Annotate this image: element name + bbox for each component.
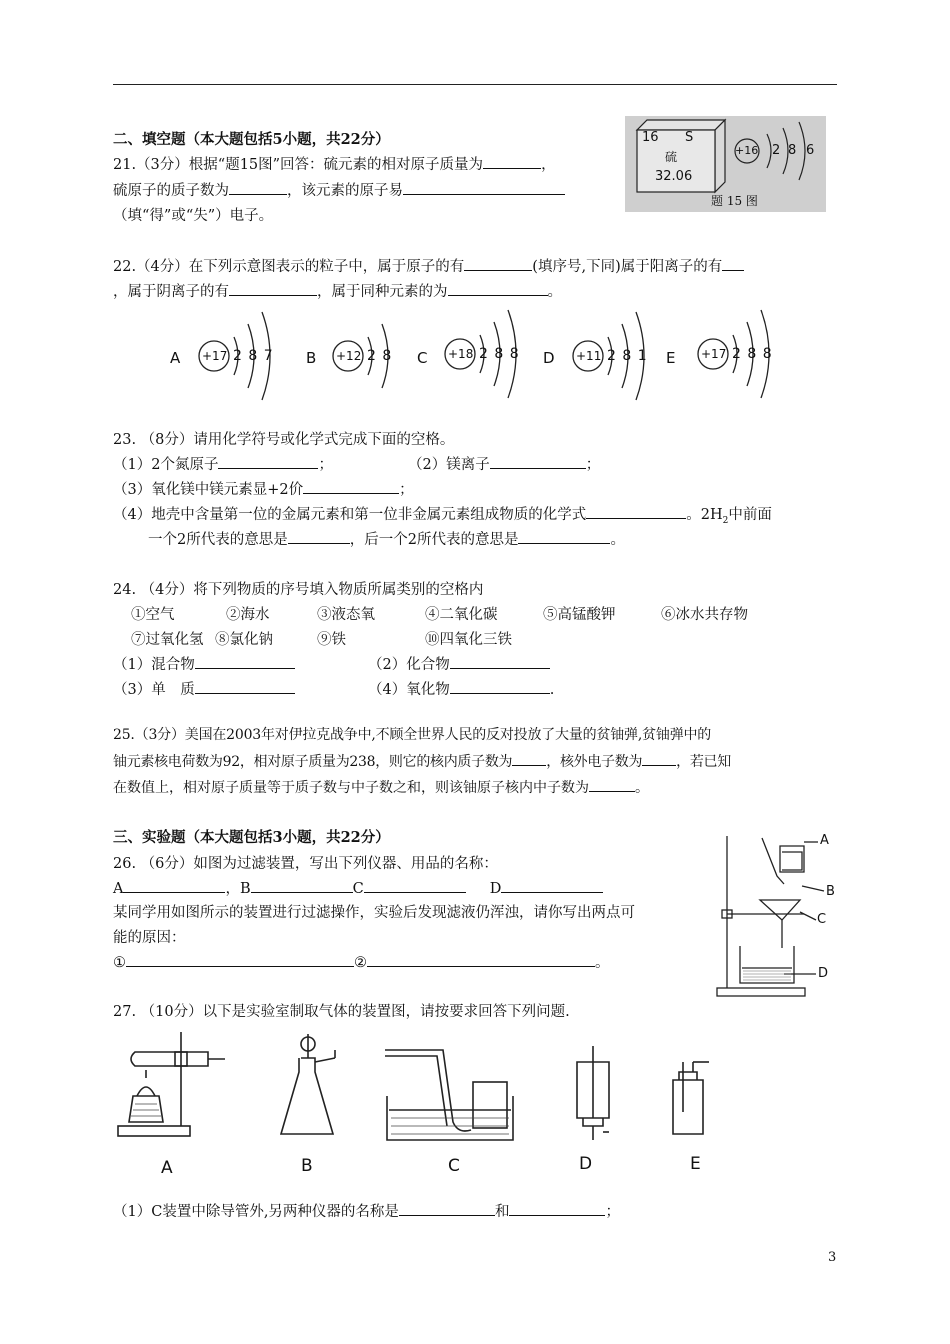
q26-blank-d[interactable]: [501, 878, 603, 893]
q26-blank-a[interactable]: [123, 878, 225, 893]
q26-reason1-blank[interactable]: [126, 952, 354, 967]
header-rule: [113, 84, 837, 85]
q21-blank3[interactable]: [403, 180, 565, 195]
q24-item-7: ⑦过氧化氢: [131, 632, 204, 648]
q27-blank1[interactable]: [399, 1201, 495, 1216]
q26-line5: ① ② 。: [113, 951, 610, 972]
q25-blank2[interactable]: [642, 751, 676, 766]
q27-blank2[interactable]: [509, 1201, 605, 1216]
fig15-symbol: S: [685, 130, 694, 145]
q24-item-1: ①空气: [131, 607, 175, 623]
q21-line1: 21.（3分）根据“题15图”回答：硫元素的相对原子质量为 ，: [113, 153, 556, 174]
particle-c-nucleus: +18: [448, 347, 474, 361]
particle-d-nucleus: +11: [576, 349, 602, 363]
q26-line3: 某同学用如图所示的装置进行过滤操作，实验后发现滤液仍浑浊，请你写出两点可: [113, 905, 635, 921]
filter-label-b: B: [826, 884, 835, 899]
q25-line1: 25.（3分）美国在2003年对伊拉克战争中,不顾全世界人民的反对投放了大量的贫铀弹,贫铀弹中的: [113, 727, 712, 743]
q23-p5: 一个2所代表的意思是 ，后一个2所代表的意思是 。: [148, 528, 625, 549]
q25-line2: 铀元素核电荷数为92，相对原子质量为238，则它的核内质子数为 ，核外电子数为 ，若已知: [113, 751, 731, 771]
q23-line1: 23. （8分）请用化学符号或化学式完成下面的空格。: [113, 432, 455, 448]
q23-p1: （1）2个氮原子 ；: [113, 453, 333, 474]
q23-blank5[interactable]: [288, 529, 350, 544]
particle-b-letter: B: [306, 349, 317, 367]
particle-b-shells: 2 8: [367, 348, 392, 364]
fig15-shell-1: 2: [772, 143, 781, 158]
particle-c-letter: C: [417, 349, 428, 367]
q23-blank1[interactable]: [218, 454, 318, 469]
q24-item-9: ⑨铁: [317, 632, 346, 648]
q24-c4: （4）氧化物 .: [368, 678, 554, 699]
q26-reason2-blank[interactable]: [367, 952, 595, 967]
particle-d-letter: D: [543, 349, 555, 367]
q24-blank4[interactable]: [450, 679, 550, 694]
section3-title: 三、实验题（本大题包括3小题，共22分）: [113, 829, 390, 846]
apparatus-label-c: C: [448, 1156, 460, 1176]
q22-line1: 22.（4分）在下列示意图表示的粒子中，属于原子的有 (填序号,下同)属于阳离子的有: [113, 255, 744, 276]
q25-line3: 在数值上，相对原子质量等于质子数与中子数之和，则该铀原子核内中子数为 。: [113, 777, 649, 797]
fig15-caption: 题 15 图: [711, 194, 758, 208]
q23-blank4[interactable]: [586, 504, 686, 519]
q26-blank-b[interactable]: [251, 878, 353, 893]
section2-title: 二、填空题（本大题包括5小题，共22分）: [113, 131, 390, 148]
q22-blank1[interactable]: [464, 256, 532, 271]
fig15-atomic-mass: 32.06: [655, 169, 693, 184]
q24-line1: 24. （4分）将下列物质的序号填入物质所属类别的空格内: [113, 582, 484, 598]
q23-p2: （2）镁离子 ；: [408, 453, 600, 474]
q24-item-3: ③液态氧: [317, 607, 375, 623]
q26-line2: A ，B C D: [113, 877, 603, 898]
particle-e-shells: 2 8 8: [732, 346, 772, 362]
fig15-element-name: 硫: [665, 150, 678, 164]
q24-items-row1: [131, 603, 831, 623]
filter-label-a: A: [820, 833, 829, 848]
q22-blank2[interactable]: [722, 256, 744, 271]
particle-e-nucleus: +17: [701, 347, 727, 361]
q24-item-4: ④二氧化碳: [425, 607, 498, 623]
q27-line1: 27. （10分）以下是实验室制取气体的装置图，请按要求回答下列问题.: [113, 1004, 570, 1020]
q23-blank6[interactable]: [518, 529, 610, 544]
q23-p3: （3）氧化镁中镁元素显+2价 ；: [113, 478, 414, 499]
figure-15: [625, 116, 826, 212]
q24-item-8: ⑧氯化钠: [215, 632, 273, 648]
apparatus-label-e: E: [690, 1154, 701, 1174]
page-number: 3: [828, 1250, 837, 1265]
particle-e-letter: E: [666, 349, 676, 367]
q22-blank4[interactable]: [448, 281, 548, 296]
q27-p1: （1）C装置中除导管外,另两种仪器的名称是 和 ；: [113, 1200, 620, 1221]
particle-b-nucleus: +12: [336, 349, 362, 363]
filter-apparatus-figure: [712, 828, 842, 1000]
q24-items-row2: [131, 628, 631, 648]
apparatus-label-a: A: [161, 1158, 173, 1178]
q24-c2: （2）化合物: [368, 653, 550, 674]
q25-blank3[interactable]: [589, 777, 635, 792]
q26-line4: 能的原因：: [113, 930, 186, 946]
q24-item-5: ⑤高锰酸钾: [543, 607, 616, 623]
particle-d-shells: 2 8 1: [607, 348, 647, 364]
q23-p4: （4）地壳中含量第一位的金属元素和第一位非金属元素组成物质的化学式 。$2H_2$中前面: [113, 503, 772, 526]
q24-c3: （3）单 质: [113, 678, 295, 699]
apparatus-label-b: B: [301, 1156, 313, 1176]
q23-blank3[interactable]: [303, 479, 399, 494]
q24-item-6: ⑥冰水共存物: [661, 607, 748, 623]
filter-label-d: D: [818, 966, 829, 981]
particle-a-letter: A: [170, 349, 181, 367]
q24-blank3[interactable]: [195, 679, 295, 694]
fig15-shell-3: 6: [806, 143, 815, 158]
q23-blank2[interactable]: [490, 454, 586, 469]
q25-blank1[interactable]: [512, 751, 546, 766]
q22-blank3[interactable]: [229, 281, 317, 296]
q21-line3: （填“得”或“失”）电子。: [113, 208, 274, 224]
fig15-nucleus: +16: [735, 144, 759, 157]
fig15-atomic-number: 16: [642, 130, 659, 145]
q24-c1: （1）混合物: [113, 653, 295, 674]
q26-blank-c[interactable]: [364, 878, 466, 893]
q21-line2: 硫原子的质子数为 ，该元素的原子易: [113, 179, 565, 200]
particle-a-nucleus: +17: [202, 349, 228, 363]
q22-line2: ，属于阴离子的有 ，属于同种元素的为 。: [113, 280, 562, 301]
particle-c-shells: 2 8 8: [479, 346, 519, 362]
apparatus-label-d: D: [579, 1154, 593, 1174]
q24-item-10: ⑩四氧化三铁: [425, 632, 512, 648]
particle-a-shells: 2 8 7: [233, 348, 273, 364]
q26-line1: 26. （6分）如图为过滤装置，写出下列仪器、用品的名称：: [113, 856, 498, 872]
q24-blank1[interactable]: [195, 654, 295, 669]
particle-diagrams: [170, 304, 790, 409]
q21-blank2[interactable]: [229, 180, 287, 195]
q24-item-2: ②海水: [226, 607, 270, 623]
fig15-shell-2: 8: [788, 143, 797, 158]
q21-blank1[interactable]: [483, 154, 541, 169]
filter-label-c: C: [817, 912, 827, 927]
gas-apparatus-figure: [113, 1022, 733, 1180]
q24-blank2[interactable]: [450, 654, 550, 669]
